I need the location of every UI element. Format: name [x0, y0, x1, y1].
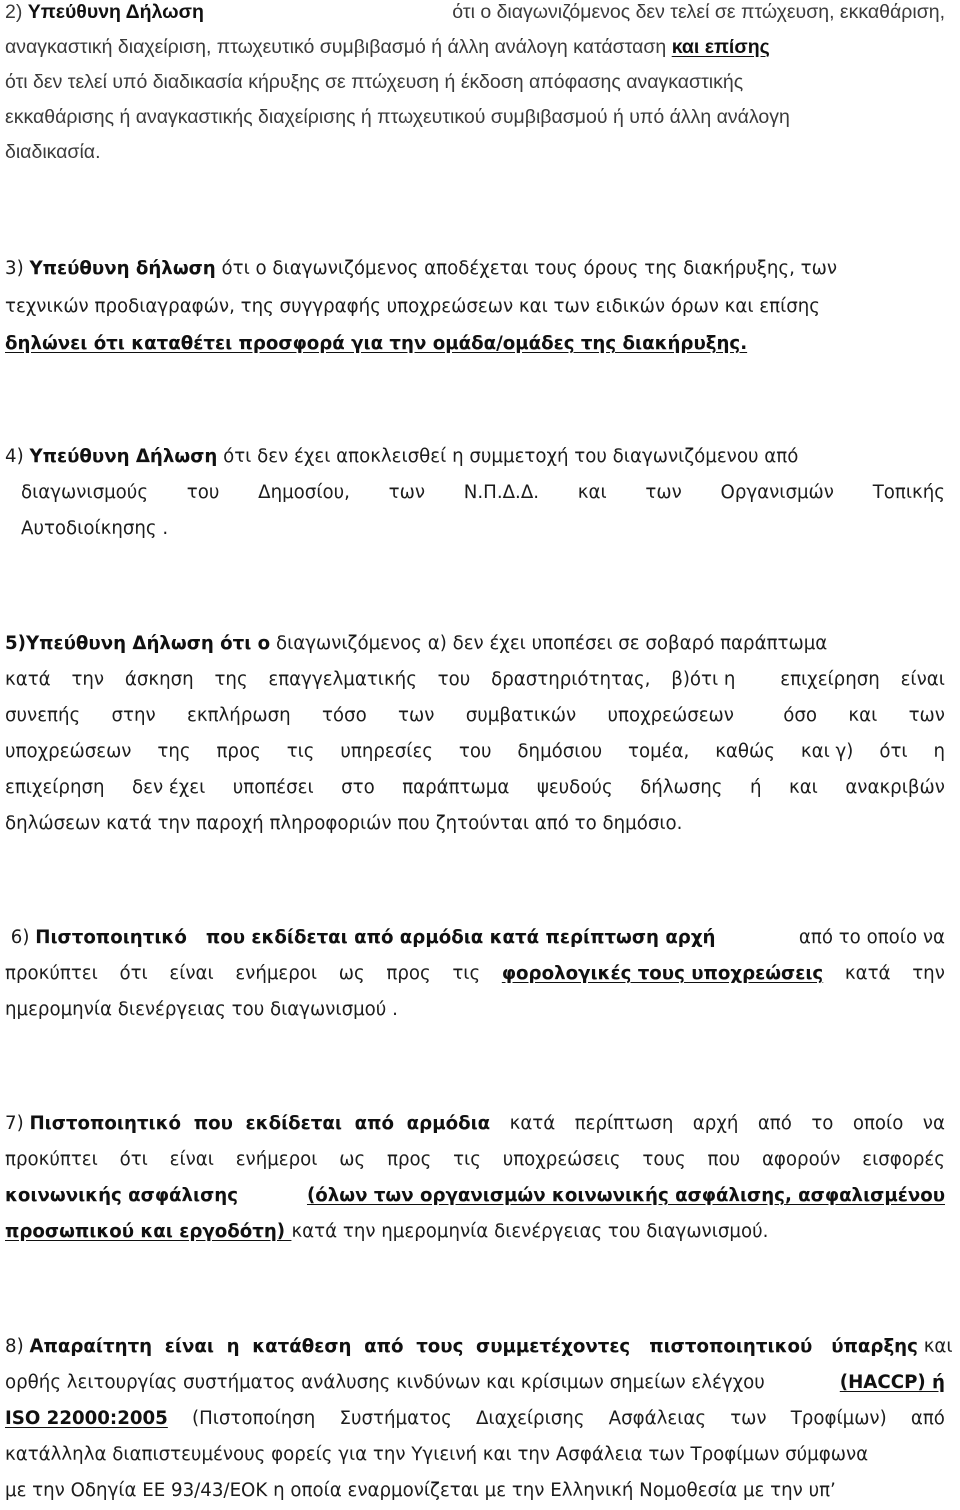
underlined-bold-text: και επίσης	[671, 36, 770, 58]
item-number: 2)	[5, 1, 28, 23]
text-run: από	[910, 1408, 945, 1429]
text-run: είναι	[169, 1149, 214, 1170]
text-run: τομέα,	[628, 741, 690, 762]
text-run: των	[388, 482, 425, 503]
certificate-heading: Πιστοποιητικό που εκδίδεται από αρμόδια	[29, 1113, 491, 1134]
text-run: δήλωσης	[640, 777, 723, 798]
text-run: εισφορές	[862, 1149, 945, 1170]
p5-line-2	[5, 662, 945, 698]
text-run: Τροφίμων)	[790, 1408, 887, 1429]
paragraph-4	[5, 439, 945, 547]
paragraph-8	[5, 1329, 953, 1509]
text-run: ότι	[879, 741, 908, 762]
p7-line-2	[5, 1142, 945, 1178]
text-run: της	[214, 669, 248, 690]
p2-line-2	[5, 30, 945, 65]
p2-line-3: ότι δεν τελεί υπό διαδικασία κήρυξης σε πτώχευση ή έκδοση απόφασης αναγκαστικής	[5, 71, 744, 93]
text-run: διαγωνιζόμενος α) δεν έχει υποπέσει σε σοβαρό παράπτωμα	[270, 633, 828, 654]
p7-line-4	[5, 1214, 945, 1250]
text-run: την	[912, 963, 945, 984]
text-run: και	[788, 777, 818, 798]
text-run: η	[933, 741, 945, 762]
item-number: 7)	[5, 1113, 30, 1134]
text-run: όσο	[783, 705, 818, 726]
text-run: να	[922, 1113, 945, 1134]
text-run: προκύπτει	[5, 1149, 98, 1170]
p5-line-6: δηλώσεων κατά την παροχή πληροφοριών που ζητούνται από το δημόσιο.	[5, 813, 683, 834]
underlined-bold-text: φορολογικές τους υποχρεώσεις	[501, 963, 824, 984]
text-run: Ν.Π.Δ.Δ.	[463, 482, 540, 503]
text-run: και	[577, 482, 607, 503]
text-run: Ασφάλειας	[608, 1408, 707, 1429]
text-run: επιχείρηση	[5, 777, 105, 798]
text-run: κατά	[5, 669, 51, 690]
p7-line-3	[5, 1178, 945, 1214]
p5-line-4	[5, 734, 945, 770]
text-run: Οργανισμών	[720, 482, 834, 503]
text-run: δεν έχει	[132, 777, 206, 798]
text-run: του	[458, 741, 492, 762]
p8-line-5: με την Οδηγία ΕΕ 93/43/ΕΟΚ η οποία εναρμονίζεται με την Ελληνική Νομοθεσία με την υπ’	[5, 1480, 836, 1501]
text-run: Συστήματος	[339, 1408, 452, 1429]
paragraph-6	[5, 920, 945, 1028]
text-run: τις	[452, 963, 481, 984]
p7-line-1	[5, 1106, 945, 1142]
text-run: ότι	[119, 1149, 148, 1170]
text-run: παράπτωμα	[402, 777, 510, 798]
paragraph-2	[5, 0, 945, 170]
text-run: κατά την ημερομηνία διενέργειας του διαγωνισμού.	[291, 1221, 769, 1242]
text-run: Τοπικής	[872, 482, 945, 503]
text-run: προς	[216, 741, 261, 762]
text-run: τόσο	[321, 705, 367, 726]
text-run: και γ)	[800, 741, 854, 762]
p5-line-1	[5, 626, 945, 662]
text-run: προς	[387, 1149, 432, 1170]
p5-line-3	[5, 698, 945, 734]
text-run: ότι ο διαγωνιζόμενος αποδέχεται τους όρους της διακήρυξης, των	[215, 258, 838, 279]
certificate-heading: Πιστοποιητικό που εκδίδεται από αρμόδια κατά περίπτωση αρχή	[35, 927, 716, 948]
p6-line-2	[5, 956, 945, 992]
declaration-heading: 5)Υπεύθυνη Δήλωση ότι ο	[5, 633, 271, 654]
declaration-heading: Υπεύθυνη Δήλωση	[27, 1, 204, 23]
text-run: αναγκαστική διαχείριση, πτωχευτικό συμβιβασμό ή άλλη ανάλογη κατάσταση	[5, 36, 672, 58]
p4-line-3: Αυτοδιοίκησης .	[21, 518, 169, 539]
text-run: β)ότι η	[671, 669, 736, 690]
text-run: υπηρεσίες	[340, 741, 433, 762]
text-run: τις	[453, 1149, 481, 1170]
text-run: διαγωνισμούς	[21, 482, 149, 503]
text-run: είναι	[169, 963, 214, 984]
underlined-bold-text: προσωπικού και εργοδότη)	[5, 1221, 292, 1242]
text-run: Διαχείρισης	[475, 1408, 585, 1429]
item-number: 6)	[5, 927, 36, 948]
declaration-heading: Υπεύθυνη Δήλωση	[29, 446, 218, 467]
p2-line-1	[5, 0, 945, 30]
text-run: άσκηση	[124, 669, 194, 690]
text-run: ενήμεροι	[235, 963, 318, 984]
text-run: περίπτωση	[574, 1113, 674, 1134]
text-run: ορθής λειτουργίας συστήματος ανάλυσης κινδύνων και κρίσιμων σημείων ελέγχου	[5, 1372, 771, 1393]
underlined-bold-text: (HACCP) ή	[839, 1372, 945, 1393]
text-run: κοινωνικής ασφάλισης	[5, 1185, 239, 1206]
text-run: υποχρεώσεις	[502, 1149, 621, 1170]
text-run: των	[730, 1408, 767, 1429]
p2-line-5: διαδικασία.	[5, 141, 101, 163]
text-run: και	[917, 1336, 953, 1357]
item-number: 3)	[5, 258, 30, 279]
text-run: αφορούν	[761, 1149, 841, 1170]
text-run: του	[437, 669, 471, 690]
text-run: συμβατικών	[465, 705, 577, 726]
text-run: είναι	[900, 669, 945, 690]
text-run: επαγγελματικής	[268, 669, 417, 690]
p2-line-4: εκκαθάρισης ή αναγκαστικής διαχείρισης ή πτωχευτικού συμβιβασμού ή υπό άλλη ανάλογη	[5, 106, 790, 128]
text-run: τις	[286, 741, 315, 762]
item-number: 8)	[5, 1336, 30, 1357]
text-run: στο	[341, 777, 375, 798]
text-run: της	[157, 741, 191, 762]
text-run: ως	[338, 963, 365, 984]
text-run: και	[848, 705, 878, 726]
text-run: του	[186, 482, 220, 503]
text-run: καθώς	[715, 741, 775, 762]
text-run: ως	[339, 1149, 366, 1170]
text-run: το	[811, 1113, 834, 1134]
item-number: 4)	[5, 446, 30, 467]
text-run: προκύπτει	[5, 963, 98, 984]
text-run: υποχρεώσεων	[5, 741, 132, 762]
text-run: ανακριβών	[845, 777, 945, 798]
text-run: υποχρεώσεων	[607, 705, 734, 726]
underlined-bold-text: δηλώνει ότι καταθέτει προσφορά για την ομάδα/ομάδες της διακήρυξης.	[5, 333, 748, 354]
text-run: ότι δεν έχει αποκλεισθεί η συμμετοχή του διαγωνιζόμενου από	[217, 446, 799, 467]
p3-line-1	[5, 251, 945, 289]
p4-line-2	[5, 475, 945, 511]
paragraph-7	[5, 1106, 945, 1250]
p8-line-2	[5, 1365, 945, 1401]
paragraph-5	[5, 626, 945, 842]
text-run: κατά	[509, 1113, 556, 1134]
text-run: ψευδούς	[536, 777, 613, 798]
text-run: τους	[642, 1149, 686, 1170]
text-run: που	[707, 1149, 741, 1170]
text-run: υποπέσει	[232, 777, 314, 798]
p8-line-1	[5, 1329, 953, 1365]
p6-line-1	[5, 920, 945, 956]
text-run: των	[908, 705, 945, 726]
text-run: κατά	[844, 963, 891, 984]
text-run: οποίο	[852, 1113, 904, 1134]
text-run: αρχή	[692, 1113, 739, 1134]
text-run: από το οποίο να	[793, 927, 945, 948]
text-run: ότι	[119, 963, 148, 984]
text-run: δημόσιου	[517, 741, 603, 762]
text-run: στην	[111, 705, 156, 726]
requirement-heading: Απαραίτητη είναι η κατάθεση από τους συμμετέχοντες πιστοποιητικού ύπαρξης	[29, 1336, 918, 1357]
p8-line-4: κατάλληλα διαπιστευμένους φορείς για την Υγιεινή και την Ασφάλεια των Τροφίμων σύμφωνα	[5, 1444, 869, 1465]
text-run: (Πιστοποίηση	[191, 1408, 316, 1429]
text-run: την	[71, 669, 105, 690]
declaration-heading: Υπεύθυνη δήλωση	[29, 258, 216, 279]
p3-line-2: τεχνικών προδιαγραφών, της συγγραφής υποχρεώσεων και των ειδικών όρων και επίσης	[5, 295, 820, 317]
text-run: ή	[749, 777, 762, 798]
text-run: από	[757, 1113, 792, 1134]
underlined-bold-text: (όλων των οργανισμών κοινωνικής ασφάλισης, ασφαλισμένου	[306, 1185, 945, 1206]
text-run: επιχείρηση	[780, 669, 880, 690]
text-run: των	[645, 482, 682, 503]
text-run: Δημοσίου,	[258, 482, 350, 503]
paragraph-3	[5, 251, 945, 364]
text-run: προς	[386, 963, 431, 984]
text-run: ότι ο διαγωνιζόμενος δεν τελεί σε πτώχευση, εκκαθάριση,	[452, 1, 945, 23]
underlined-bold-text: ISO 22000:2005	[5, 1408, 168, 1429]
p8-line-3	[5, 1401, 945, 1437]
text-run: ενήμεροι	[235, 1149, 318, 1170]
p6-line-3: ημερομηνία διενέργειας του διαγωνισμού .	[5, 999, 398, 1020]
p4-line-1	[5, 439, 945, 475]
text-run: των	[398, 705, 435, 726]
text-run: δραστηριότητας,	[491, 669, 651, 690]
text-run: συνεπής	[5, 705, 81, 726]
p5-line-5	[5, 770, 945, 806]
text-run: εκπλήρωση	[187, 705, 291, 726]
